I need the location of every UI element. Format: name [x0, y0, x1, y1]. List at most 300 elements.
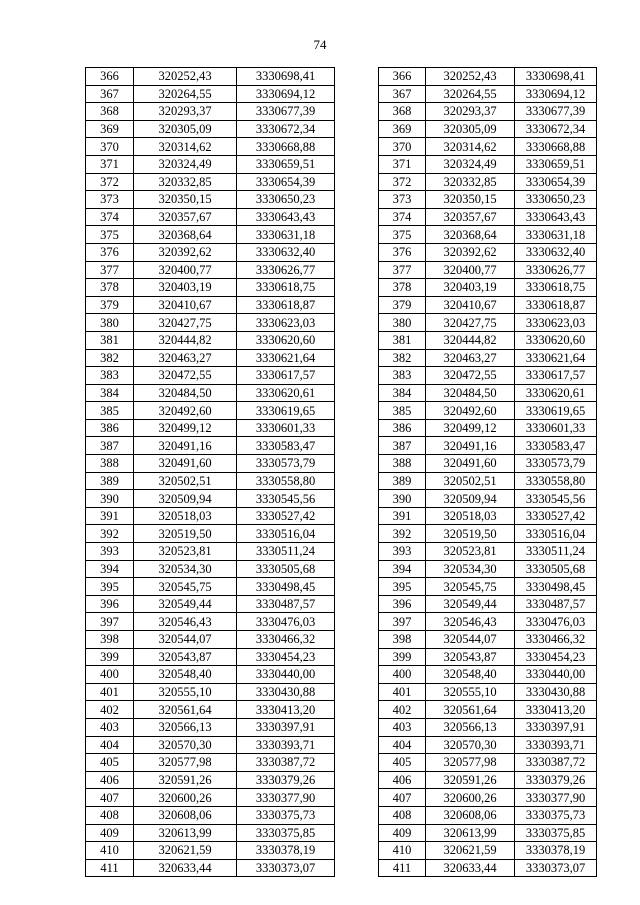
y-coordinate-cell: 3330558,80 [515, 472, 597, 490]
table-row [379, 754, 597, 772]
x-coordinate-cell: 320545,75 [134, 578, 237, 596]
table-row [379, 683, 597, 701]
x-coordinate-cell: 320324,49 [134, 155, 237, 173]
x-coordinate-cell: 320491,60 [426, 455, 515, 473]
x-coordinate-cell: 320591,26 [134, 771, 237, 789]
table-row [86, 208, 335, 226]
table-row [379, 349, 597, 367]
x-coordinate-cell: 320591,26 [426, 771, 515, 789]
point-number-cell: 396 [379, 595, 426, 613]
y-coordinate-cell: 3330511,24 [515, 543, 597, 561]
table-row [379, 842, 597, 860]
point-number-cell: 398 [379, 631, 426, 649]
point-number-cell: 369 [379, 120, 426, 138]
y-coordinate-cell: 3330498,45 [515, 578, 597, 596]
x-coordinate-cell: 320566,13 [134, 718, 237, 736]
x-coordinate-cell: 320264,55 [134, 85, 237, 103]
table-row [379, 507, 597, 525]
table-row [86, 789, 335, 807]
point-number-cell: 371 [86, 155, 134, 173]
point-number-cell: 380 [86, 314, 134, 332]
x-coordinate-cell: 320410,67 [426, 296, 515, 314]
table-row [379, 789, 597, 807]
point-number-cell: 386 [86, 419, 134, 437]
point-number-cell: 395 [86, 578, 134, 596]
x-coordinate-cell: 320444,82 [134, 331, 237, 349]
x-coordinate-cell: 320577,98 [426, 754, 515, 772]
table-row [86, 367, 335, 385]
y-coordinate-cell: 3330617,57 [515, 367, 597, 385]
x-coordinate-cell: 320549,44 [134, 595, 237, 613]
table-row [86, 842, 335, 860]
point-number-cell: 384 [379, 384, 426, 402]
point-number-cell: 382 [379, 349, 426, 367]
x-coordinate-cell: 320410,67 [134, 296, 237, 314]
point-number-cell: 399 [379, 648, 426, 666]
y-coordinate-cell: 3330393,71 [237, 736, 335, 754]
x-coordinate-cell: 320633,44 [134, 859, 237, 877]
point-number-cell: 384 [86, 384, 134, 402]
table-row [379, 173, 597, 191]
point-number-cell: 383 [379, 367, 426, 385]
y-coordinate-cell: 3330379,26 [237, 771, 335, 789]
table-row [86, 173, 335, 191]
table-row [86, 578, 335, 596]
x-coordinate-cell: 320633,44 [426, 859, 515, 877]
table-row [379, 138, 597, 156]
y-coordinate-cell: 3330672,34 [237, 120, 335, 138]
point-number-cell: 367 [86, 85, 134, 103]
x-coordinate-cell: 320613,99 [426, 824, 515, 842]
y-coordinate-cell: 3330430,88 [515, 683, 597, 701]
point-number-cell: 376 [379, 243, 426, 261]
x-coordinate-cell: 320491,16 [134, 437, 237, 455]
point-number-cell: 397 [379, 613, 426, 631]
point-number-cell: 370 [379, 138, 426, 156]
table-row [379, 455, 597, 473]
y-coordinate-cell: 3330397,91 [237, 718, 335, 736]
table-row [379, 331, 597, 349]
y-coordinate-cell: 3330650,23 [515, 191, 597, 209]
table-row [379, 859, 597, 877]
y-coordinate-cell: 3330620,60 [237, 331, 335, 349]
y-coordinate-cell: 3330393,71 [515, 736, 597, 754]
point-number-cell: 392 [86, 525, 134, 543]
y-coordinate-cell: 3330650,23 [237, 191, 335, 209]
table-row [379, 736, 597, 754]
x-coordinate-cell: 320472,55 [426, 367, 515, 385]
y-coordinate-cell: 3330413,20 [515, 701, 597, 719]
point-number-cell: 392 [379, 525, 426, 543]
x-coordinate-cell: 320484,50 [134, 384, 237, 402]
table-row [379, 314, 597, 332]
x-coordinate-cell: 320305,09 [426, 120, 515, 138]
table-row [86, 472, 335, 490]
x-coordinate-cell: 320403,19 [426, 279, 515, 297]
x-coordinate-cell: 320621,59 [134, 842, 237, 860]
y-coordinate-cell: 3330632,40 [515, 243, 597, 261]
point-number-cell: 372 [86, 173, 134, 191]
y-coordinate-cell: 3330527,42 [237, 507, 335, 525]
y-coordinate-cell: 3330516,04 [237, 525, 335, 543]
table-row [379, 525, 597, 543]
point-number-cell: 408 [379, 806, 426, 824]
table-row [86, 631, 335, 649]
x-coordinate-cell: 320608,06 [134, 806, 237, 824]
point-number-cell: 375 [86, 226, 134, 244]
x-coordinate-cell: 320264,55 [426, 85, 515, 103]
point-number-cell: 390 [379, 490, 426, 508]
y-coordinate-cell: 3330375,73 [515, 806, 597, 824]
x-coordinate-cell: 320600,26 [134, 789, 237, 807]
x-coordinate-cell: 320332,85 [426, 173, 515, 191]
point-number-cell: 400 [86, 666, 134, 684]
point-number-cell: 378 [379, 279, 426, 297]
y-coordinate-cell: 3330573,79 [515, 455, 597, 473]
y-coordinate-cell: 3330601,33 [237, 419, 335, 437]
y-coordinate-cell: 3330505,68 [515, 560, 597, 578]
y-coordinate-cell: 3330516,04 [515, 525, 597, 543]
y-coordinate-cell: 3330375,85 [237, 824, 335, 842]
y-coordinate-cell: 3330378,19 [237, 842, 335, 860]
point-number-cell: 378 [86, 279, 134, 297]
point-number-cell: 377 [86, 261, 134, 279]
x-coordinate-cell: 320499,12 [426, 419, 515, 437]
table-row [379, 718, 597, 736]
y-coordinate-cell: 3330654,39 [237, 173, 335, 191]
point-number-cell: 388 [379, 455, 426, 473]
table-row [86, 666, 335, 684]
point-number-cell: 406 [379, 771, 426, 789]
point-number-cell: 391 [379, 507, 426, 525]
x-coordinate-cell: 320314,62 [426, 138, 515, 156]
x-coordinate-cell: 320350,15 [134, 191, 237, 209]
table-row [86, 507, 335, 525]
point-number-cell: 377 [379, 261, 426, 279]
x-coordinate-cell: 320492,60 [426, 402, 515, 420]
y-coordinate-cell: 3330694,12 [515, 85, 597, 103]
table-row [86, 701, 335, 719]
table-row [86, 243, 335, 261]
point-number-cell: 405 [379, 754, 426, 772]
point-number-cell: 368 [379, 103, 426, 121]
x-coordinate-cell: 320324,49 [426, 155, 515, 173]
x-coordinate-cell: 320518,03 [134, 507, 237, 525]
table-row [379, 771, 597, 789]
x-coordinate-cell: 320427,75 [426, 314, 515, 332]
table-row [86, 155, 335, 173]
table-row [379, 648, 597, 666]
x-coordinate-cell: 320548,40 [426, 666, 515, 684]
table-row [379, 437, 597, 455]
x-coordinate-cell: 320463,27 [134, 349, 237, 367]
table-row [86, 402, 335, 420]
y-coordinate-cell: 3330466,32 [515, 631, 597, 649]
table-row [86, 771, 335, 789]
point-number-cell: 366 [379, 68, 426, 86]
y-coordinate-cell: 3330440,00 [515, 666, 597, 684]
y-coordinate-cell: 3330618,87 [515, 296, 597, 314]
y-coordinate-cell: 3330659,51 [515, 155, 597, 173]
y-coordinate-cell: 3330527,42 [515, 507, 597, 525]
y-coordinate-cell: 3330618,75 [237, 279, 335, 297]
x-coordinate-cell: 320491,16 [426, 437, 515, 455]
y-coordinate-cell: 3330623,03 [515, 314, 597, 332]
table-row [379, 701, 597, 719]
point-number-cell: 411 [86, 859, 134, 877]
x-coordinate-cell: 320545,75 [426, 578, 515, 596]
table-row [379, 806, 597, 824]
point-number-cell: 390 [86, 490, 134, 508]
y-coordinate-cell: 3330511,24 [237, 543, 335, 561]
table-row [379, 490, 597, 508]
table-row [86, 120, 335, 138]
point-number-cell: 394 [86, 560, 134, 578]
point-number-cell: 385 [86, 402, 134, 420]
point-number-cell: 407 [379, 789, 426, 807]
x-coordinate-cell: 320350,15 [426, 191, 515, 209]
x-coordinate-cell: 320252,43 [426, 68, 515, 86]
x-coordinate-cell: 320523,81 [426, 543, 515, 561]
table-row [379, 666, 597, 684]
x-coordinate-cell: 320546,43 [134, 613, 237, 631]
table-row [379, 419, 597, 437]
table-row [86, 296, 335, 314]
x-coordinate-cell: 320502,51 [134, 472, 237, 490]
table-row [379, 402, 597, 420]
table-row [86, 279, 335, 297]
table-row [86, 824, 335, 842]
point-number-cell: 386 [379, 419, 426, 437]
x-coordinate-cell: 320509,94 [426, 490, 515, 508]
table-row [379, 208, 597, 226]
y-coordinate-cell: 3330620,60 [515, 331, 597, 349]
y-coordinate-cell: 3330466,32 [237, 631, 335, 649]
table-row [86, 384, 335, 402]
point-number-cell: 373 [86, 191, 134, 209]
coordinates-table-left [85, 67, 335, 877]
y-coordinate-cell: 3330498,45 [237, 578, 335, 596]
point-number-cell: 394 [379, 560, 426, 578]
x-coordinate-cell: 320368,64 [426, 226, 515, 244]
point-number-cell: 399 [86, 648, 134, 666]
y-coordinate-cell: 3330387,72 [237, 754, 335, 772]
x-coordinate-cell: 320543,87 [426, 648, 515, 666]
x-coordinate-cell: 320492,60 [134, 402, 237, 420]
x-coordinate-cell: 320543,87 [134, 648, 237, 666]
x-coordinate-cell: 320534,30 [426, 560, 515, 578]
point-number-cell: 370 [86, 138, 134, 156]
point-number-cell: 381 [379, 331, 426, 349]
x-coordinate-cell: 320548,40 [134, 666, 237, 684]
x-coordinate-cell: 320544,07 [426, 631, 515, 649]
point-number-cell: 387 [379, 437, 426, 455]
x-coordinate-cell: 320555,10 [426, 683, 515, 701]
table-row [86, 85, 335, 103]
x-coordinate-cell: 320305,09 [134, 120, 237, 138]
x-coordinate-cell: 320534,30 [134, 560, 237, 578]
y-coordinate-cell: 3330378,19 [515, 842, 597, 860]
table-row [86, 103, 335, 121]
table-row [379, 367, 597, 385]
point-number-cell: 366 [86, 68, 134, 86]
table-row [379, 560, 597, 578]
table-row [379, 243, 597, 261]
y-coordinate-cell: 3330626,77 [515, 261, 597, 279]
x-coordinate-cell: 320523,81 [134, 543, 237, 561]
x-coordinate-cell: 320472,55 [134, 367, 237, 385]
point-number-cell: 404 [86, 736, 134, 754]
point-number-cell: 405 [86, 754, 134, 772]
table-row [86, 261, 335, 279]
point-number-cell: 379 [86, 296, 134, 314]
x-coordinate-cell: 320293,37 [426, 103, 515, 121]
y-coordinate-cell: 3330377,90 [237, 789, 335, 807]
x-coordinate-cell: 320608,06 [426, 806, 515, 824]
table-row [86, 314, 335, 332]
y-coordinate-cell: 3330643,43 [237, 208, 335, 226]
y-coordinate-cell: 3330672,34 [515, 120, 597, 138]
point-number-cell: 409 [86, 824, 134, 842]
table-row [86, 560, 335, 578]
y-coordinate-cell: 3330454,23 [237, 648, 335, 666]
point-number-cell: 401 [86, 683, 134, 701]
table-row [86, 525, 335, 543]
point-number-cell: 401 [379, 683, 426, 701]
table-row [86, 613, 335, 631]
point-number-cell: 385 [379, 402, 426, 420]
table-row [86, 859, 335, 877]
point-number-cell: 408 [86, 806, 134, 824]
table-row [86, 648, 335, 666]
point-number-cell: 379 [379, 296, 426, 314]
x-coordinate-cell: 320491,60 [134, 455, 237, 473]
x-coordinate-cell: 320509,94 [134, 490, 237, 508]
point-number-cell: 375 [379, 226, 426, 244]
point-number-cell: 389 [379, 472, 426, 490]
point-number-cell: 393 [86, 543, 134, 561]
point-number-cell: 382 [86, 349, 134, 367]
point-number-cell: 391 [86, 507, 134, 525]
table-row [379, 472, 597, 490]
table-row [86, 683, 335, 701]
table-row [379, 226, 597, 244]
table-row [379, 155, 597, 173]
point-number-cell: 367 [379, 85, 426, 103]
y-coordinate-cell: 3330558,80 [237, 472, 335, 490]
table-row [86, 138, 335, 156]
x-coordinate-cell: 320252,43 [134, 68, 237, 86]
y-coordinate-cell: 3330387,72 [515, 754, 597, 772]
table-row [379, 85, 597, 103]
table-row [379, 191, 597, 209]
x-coordinate-cell: 320613,99 [134, 824, 237, 842]
y-coordinate-cell: 3330677,39 [237, 103, 335, 121]
table-row [86, 331, 335, 349]
table-row [379, 595, 597, 613]
point-number-cell: 381 [86, 331, 134, 349]
x-coordinate-cell: 320400,77 [426, 261, 515, 279]
y-coordinate-cell: 3330632,40 [237, 243, 335, 261]
x-coordinate-cell: 320544,07 [134, 631, 237, 649]
page-number: 74 [313, 37, 327, 52]
x-coordinate-cell: 320484,50 [426, 384, 515, 402]
point-number-cell: 402 [86, 701, 134, 719]
table-row [379, 631, 597, 649]
y-coordinate-cell: 3330626,77 [237, 261, 335, 279]
point-number-cell: 393 [379, 543, 426, 561]
point-number-cell: 373 [379, 191, 426, 209]
y-coordinate-cell: 3330373,07 [237, 859, 335, 877]
point-number-cell: 404 [379, 736, 426, 754]
x-coordinate-cell: 320519,50 [134, 525, 237, 543]
table-row [86, 806, 335, 824]
y-coordinate-cell: 3330487,57 [237, 595, 335, 613]
y-coordinate-cell: 3330659,51 [237, 155, 335, 173]
table-row [379, 543, 597, 561]
x-coordinate-cell: 320332,85 [134, 173, 237, 191]
y-coordinate-cell: 3330618,75 [515, 279, 597, 297]
y-coordinate-cell: 3330654,39 [515, 173, 597, 191]
y-coordinate-cell: 3330545,56 [515, 490, 597, 508]
table-row [86, 419, 335, 437]
x-coordinate-cell: 320570,30 [426, 736, 515, 754]
x-coordinate-cell: 320403,19 [134, 279, 237, 297]
y-coordinate-cell: 3330545,56 [237, 490, 335, 508]
point-number-cell: 368 [86, 103, 134, 121]
point-number-cell: 396 [86, 595, 134, 613]
table-row [379, 296, 597, 314]
y-coordinate-cell: 3330643,43 [515, 208, 597, 226]
x-coordinate-cell: 320368,64 [134, 226, 237, 244]
x-coordinate-cell: 320566,13 [426, 718, 515, 736]
table-row [86, 349, 335, 367]
point-number-cell: 374 [379, 208, 426, 226]
y-coordinate-cell: 3330620,61 [237, 384, 335, 402]
point-number-cell: 410 [86, 842, 134, 860]
y-coordinate-cell: 3330621,64 [237, 349, 335, 367]
x-coordinate-cell: 320570,30 [134, 736, 237, 754]
y-coordinate-cell: 3330698,41 [515, 68, 597, 86]
point-number-cell: 369 [86, 120, 134, 138]
point-number-cell: 383 [86, 367, 134, 385]
table-row [86, 68, 335, 86]
y-coordinate-cell: 3330668,88 [515, 138, 597, 156]
table-row [379, 261, 597, 279]
table-row [86, 437, 335, 455]
table-row [379, 613, 597, 631]
y-coordinate-cell: 3330375,73 [237, 806, 335, 824]
x-coordinate-cell: 320499,12 [134, 419, 237, 437]
table-row [379, 120, 597, 138]
y-coordinate-cell: 3330440,00 [237, 666, 335, 684]
y-coordinate-cell: 3330698,41 [237, 68, 335, 86]
y-coordinate-cell: 3330677,39 [515, 103, 597, 121]
y-coordinate-cell: 3330620,61 [515, 384, 597, 402]
y-coordinate-cell: 3330430,88 [237, 683, 335, 701]
table-row [379, 103, 597, 121]
y-coordinate-cell: 3330619,65 [237, 402, 335, 420]
x-coordinate-cell: 320502,51 [426, 472, 515, 490]
y-coordinate-cell: 3330601,33 [515, 419, 597, 437]
point-number-cell: 403 [379, 718, 426, 736]
y-coordinate-cell: 3330617,57 [237, 367, 335, 385]
point-number-cell: 411 [379, 859, 426, 877]
y-coordinate-cell: 3330505,68 [237, 560, 335, 578]
x-coordinate-cell: 320546,43 [426, 613, 515, 631]
x-coordinate-cell: 320427,75 [134, 314, 237, 332]
y-coordinate-cell: 3330621,64 [515, 349, 597, 367]
